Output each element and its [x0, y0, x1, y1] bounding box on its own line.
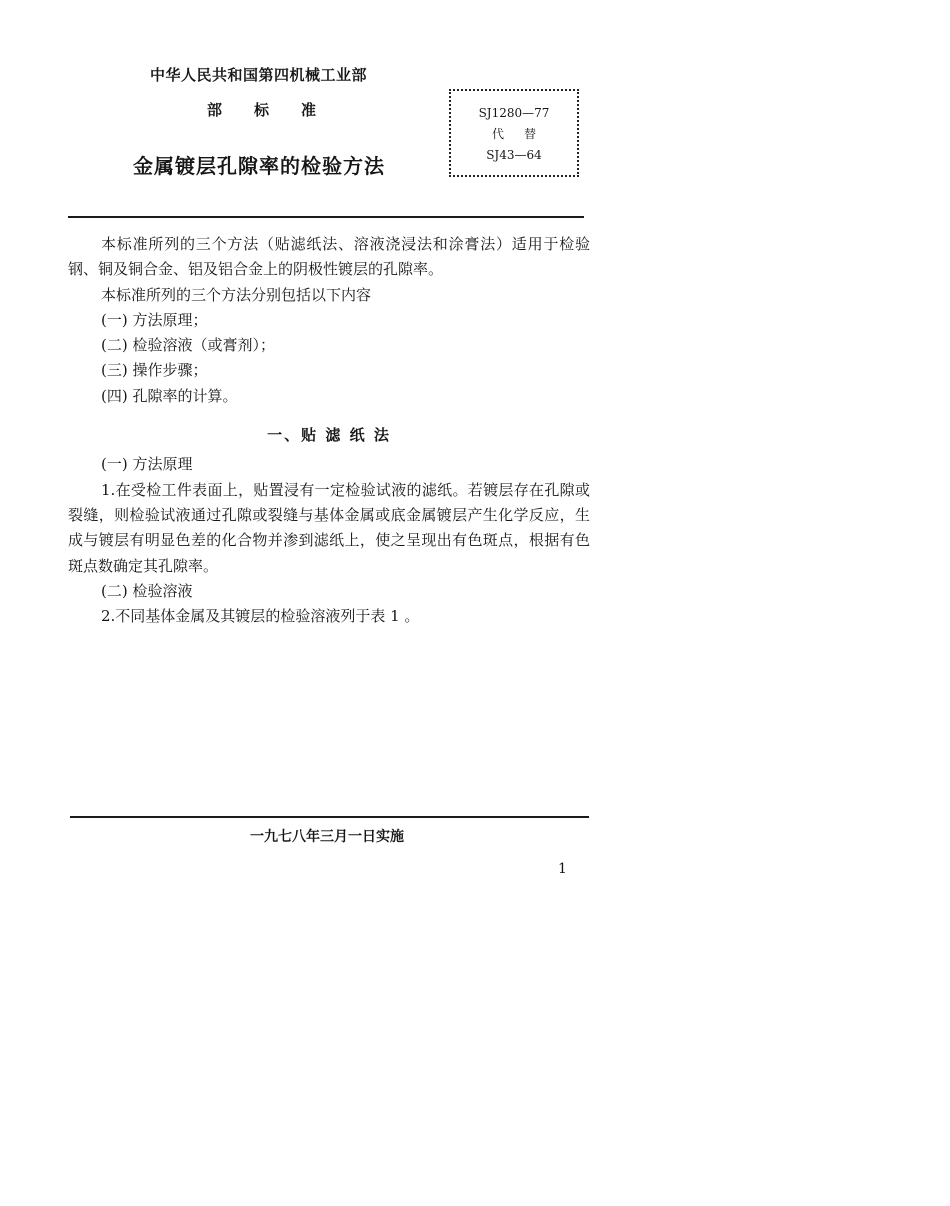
list-item: (三) 操作步骤；	[101, 361, 208, 380]
method-principle-paragraph: 1.在受检工件表面上，贴置浸有一定检验试液的滤纸。若镀层存在孔隙或裂缝，则检验试液通过孔隙或裂缝与基体金属或底金属镀层产生化学反应，生成与镀层有明显色差的化合物并渗到滤纸上，使之呈现出有色斑点，根据有色斑点数确定其孔隙率。	[68, 480, 590, 575]
implementation-date: 一九七八年三月一日实施	[250, 829, 404, 845]
page-title: 金属镀层孔隙率的检验方法	[133, 154, 385, 178]
ministry-name: 中华人民共和国第四机械工业部	[150, 66, 368, 84]
subsection-heading: (二) 检验溶液	[101, 581, 193, 600]
header-divider	[68, 216, 584, 218]
standard-code: SJ1280—77	[478, 106, 550, 120]
section-heading: 一、贴 滤 纸 法	[267, 426, 391, 445]
test-solution-paragraph: 2.不同基体金属及其镀层的检验溶液列于表 1 。	[101, 607, 420, 626]
list-item: (一) 方法原理；	[101, 310, 208, 329]
list-item: (四) 孔隙率的计算。	[101, 386, 238, 405]
footer-divider	[70, 816, 589, 818]
replaced-code: SJ43—64	[486, 148, 542, 162]
document-body	[68, 232, 590, 629]
standard-type: 部标准	[207, 101, 349, 119]
intro-list-lead: 本标准所列的三个方法分别包括以下内容	[101, 285, 372, 304]
list-item: (二) 检验溶液（或膏剂）；	[101, 336, 275, 355]
page-number: 1	[558, 861, 567, 877]
replaces-label: 代替	[491, 127, 556, 141]
standard-code-box	[449, 89, 579, 177]
subsection-heading: (一) 方法原理	[101, 455, 193, 474]
intro-paragraph: 本标准所列的三个方法（贴滤纸法、溶液浇浸法和涂膏法）适用于检验钢、铜及铜合金、铝及铝合金上的阴极性镀层的孔隙率。	[68, 235, 590, 279]
